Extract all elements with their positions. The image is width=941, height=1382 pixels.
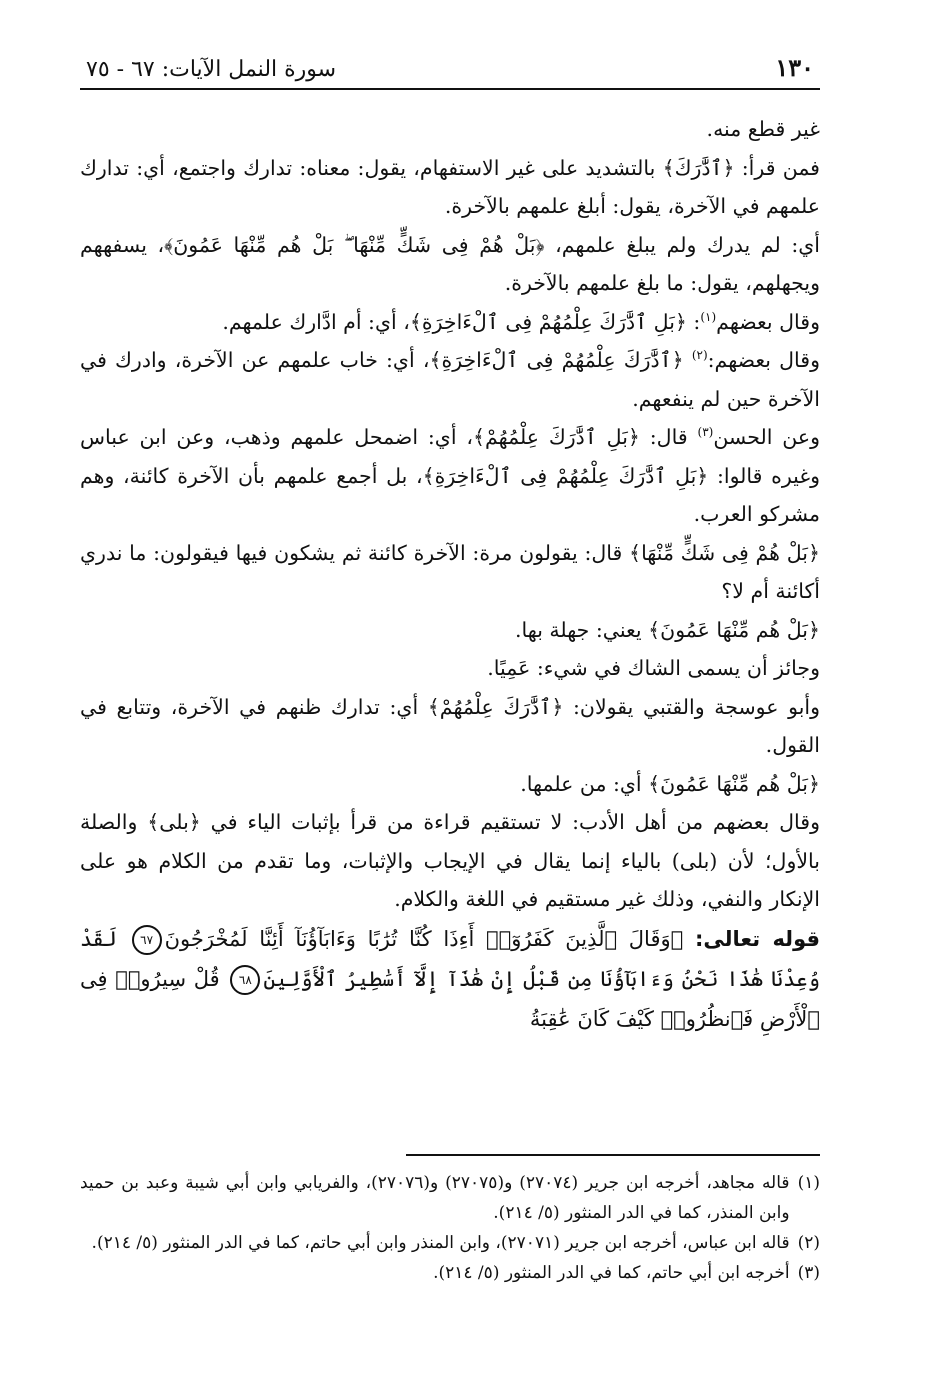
quran-text: ﴿وَقَالَ ٱلَّذِينَ كَفَرُوٓا۟ أَءِذَا كُنَّا تُرَٰبًا وَءَابَآؤُنَآ أَئِنَّا لَمُخْرَجُونَ bbox=[164, 926, 695, 951]
footnote-ref: (٢) bbox=[691, 348, 708, 363]
paragraph: وأبو عوسجة والقتبي يقولان: ﴿ٱدَّٰرَكَ عِلْمُهُمْ﴾ أي: تدارك ظنهم في الآخرة، وتتابع في القول. bbox=[80, 694, 820, 757]
paragraph bbox=[80, 418, 820, 534]
footnotes bbox=[80, 1168, 820, 1288]
paragraph-text: : ﴿بَلِ ٱدَّٰرَكَ عِلْمُهُمْ فِى ٱلْءَاخِرَةِ﴾، أي: أم ادَّارك علمهم. bbox=[222, 309, 701, 334]
footnote-number: (١) bbox=[797, 1173, 820, 1193]
paragraph-text: وقال بعضهم bbox=[716, 309, 820, 334]
paragraph-text: قال: ﴿بَلِ ٱدَّٰرَكَ عِلْمُهُمْ﴾، أي: اضمحل علمهم وذهب، وعن ابن عباس وغيره قالوا: ﴿بَلِ ٱدَّٰرَكَ عِلْمُهُمْ فِى ٱلْءَاخِرَةِ﴾، بل أجمع علمهم بأن الآخرة كائنة، وهم مشركو العرب. bbox=[80, 425, 820, 526]
footnote-ref: (١) bbox=[700, 309, 717, 324]
footnote-number: (٣) bbox=[797, 1263, 820, 1283]
quran-verse-block bbox=[80, 919, 820, 1039]
paragraph bbox=[80, 341, 820, 418]
paragraph: ﴿بَلْ هُمْ فِى شَكٍّ مِّنْهَا﴾ قال: يقولون مرة: الآخرة كائنة ثم يشكون فيها فيقولون: ما ندري أكائنة أم لا؟ bbox=[80, 540, 820, 603]
footnote bbox=[80, 1228, 820, 1258]
footnote-text: قاله ابن عباس، أخرجه ابن جرير (٢٧٠٧١)، وابن المنذر وابن أبي حاتم، كما في الدر المنثور (٥/ ٢١٤). bbox=[91, 1233, 790, 1253]
footnote-text: أخرجه ابن أبي حاتم، كما في الدر المنثور (٥/ ٢١٤). bbox=[433, 1263, 790, 1283]
page-header bbox=[80, 48, 820, 90]
paragraph bbox=[80, 303, 820, 342]
verse-number-marker: ٦٧ bbox=[132, 925, 162, 955]
footnote-separator bbox=[406, 1154, 820, 1156]
paragraph-text: وعن الحسن bbox=[713, 425, 820, 449]
footnote bbox=[80, 1168, 820, 1228]
book-page bbox=[80, 48, 820, 1039]
main-text bbox=[80, 110, 820, 1039]
footnote-ref: (٣) bbox=[697, 425, 714, 440]
running-title: سورة النمل الآيات: ٦٧ - ٧٥ bbox=[86, 57, 337, 82]
verse-number-marker: ٦٨ bbox=[230, 965, 260, 995]
quran-text: لَقَدْ وُعِدْنَا هَٰذَا نَحْنُ وَءَابَآؤُنَا مِن قَبْلُ إِنْ هَٰذَآ إِلَّآ أَسَٰطِيرُ ٱلْأَوَّلِينَ bbox=[80, 926, 820, 991]
verse-intro-label: قوله تعالى: bbox=[694, 926, 820, 951]
paragraph-text: ﴿ٱدَّٰرَكَ عِلْمُهُمْ فِى ٱلْءَاخِرَةِ﴾، أي: خاب علمهم عن الآخرة، وادرك في الآخرة حين لم ينفعهم. bbox=[80, 348, 820, 411]
paragraph: وقال بعضهم من أهل الأدب: لا تستقيم قراءة من قرأ بإثبات الياء في ﴿بلى﴾ والصلة بالأول؛ لأن (بلى) بالياء إنما يقال في الإيجاب والإثبات، وما تقدم من الكلام هو على الإنكار والنفي، وذلك غير مستقيم في اللغة والكلام. bbox=[80, 810, 820, 911]
page-number: ١٣٠ bbox=[775, 53, 814, 82]
footnote bbox=[80, 1258, 820, 1288]
paragraph: فمن قرأ: ﴿ٱدَّٰرَكَ﴾ بالتشديد على غير الاستفهام، يقول: معناه: تدارك واجتمع، أي: تدارك علمهم في الآخرة، يقول: أبلغ علمهم بالآخرة. bbox=[80, 155, 820, 218]
paragraph: ﴿بَلْ هُم مِّنْهَا عَمُونَ﴾ أي: من علمها. bbox=[520, 771, 820, 796]
footnote-number: (٢) bbox=[797, 1233, 820, 1253]
paragraph: ﴿بَلْ هُم مِّنْهَا عَمُونَ﴾ يعني: جهلة بها. bbox=[515, 617, 820, 642]
paragraph: غير قطع منه. bbox=[706, 117, 820, 141]
footnote-text: قاله مجاهد، أخرجه ابن جرير (٢٧٠٧٤) و(٢٧٠٧٥) و(٢٧٠٧٦)، والفريابي وابن أبي شيبة وعبد بن حميد وابن المنذر، كما في الدر المنثور (٥/ ٢١٤). bbox=[80, 1173, 790, 1223]
quran-text: قُلْ سِيرُوا۟ فِى ٱلْأَرْضِ فَٱنظُرُوا۟ كَيْفَ كَانَ عَٰقِبَةُ bbox=[80, 966, 820, 1031]
paragraph-text: وقال بعضهم: bbox=[707, 348, 820, 372]
paragraph: أي: لم يدرك ولم يبلغ علمهم، ﴿بَلْ هُمْ فِى شَكٍّ مِّنْهَا ۖ بَلْ هُم مِّنْهَا عَمُونَ﴾، يسفههم ويجهلهم، يقول: ما بلغ علمهم بالآخرة. bbox=[80, 232, 820, 295]
paragraph: وجائز أن يسمى الشاك في شيء: عَمِيًا. bbox=[487, 656, 820, 680]
